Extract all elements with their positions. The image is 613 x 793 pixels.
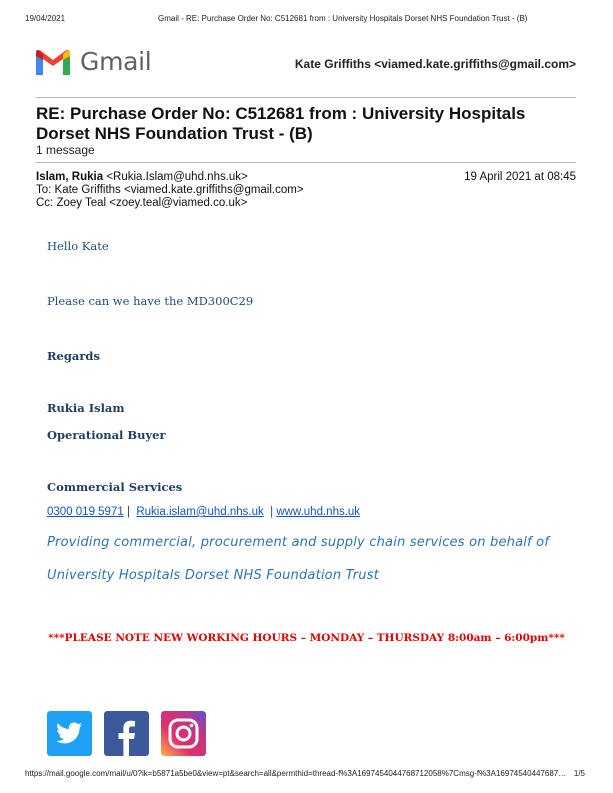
gmail-logo-icon (35, 48, 71, 76)
phone-link[interactable]: 0300 019 5971 (47, 506, 124, 518)
email-link[interactable]: Rukia.islam@uhd.nhs.uk (136, 506, 264, 518)
message-to: To: Kate Griffiths <viamed.kate.griffiths@gmail.com> (36, 184, 304, 196)
header-divider (36, 97, 576, 98)
message-cc: Cc: Zoey Teal <zoey.teal@viamed.co.uk> (36, 197, 248, 209)
regards: Regards (47, 349, 100, 363)
thread-subject: RE: Purchase Order No: C512681 from : University Hospitals Dorset NHS Foundation Trust - (B) (36, 104, 526, 143)
sender-name: Islam, Rukia (36, 171, 104, 183)
request-text: Please can we have the MD300C29 (47, 294, 254, 308)
instagram-icon[interactable] (161, 711, 206, 756)
contact-separator: | (126, 506, 130, 518)
signature-contact (47, 506, 360, 518)
twitter-icon[interactable] (47, 711, 92, 756)
signature-role: Operational Buyer (47, 428, 166, 442)
print-title: Gmail - RE: Purchase Order No: C512681 from : University Hospitals Dorset NHS Foundation Trust - (B) (158, 14, 528, 23)
gmail-wordmark: Gmail (80, 47, 152, 76)
signature-department: Commercial Services (47, 480, 183, 494)
account-label: Kate Griffiths <viamed.kate.griffiths@gmail.com> (294, 57, 576, 71)
print-date: 19/04/2021 (25, 14, 66, 23)
tagline-line-1: Providing commercial, procurement and supply chain services on behalf of (47, 535, 550, 550)
message-count: 1 message (36, 143, 95, 157)
sender-email: <Rukia.Islam@uhd.nhs.uk> (106, 171, 248, 183)
tagline-line-2: University Hospitals Dorset NHS Foundation Trust (47, 568, 379, 583)
signature-name: Rukia Islam (47, 401, 125, 415)
print-url: https://mail.google.com/mail/u/0?ik=b5871a5be0&view=pt&search=all&permthid=thread-f%3A1697454044768712058%7Cmsg-f%3A16974540447687… (25, 769, 567, 778)
contact-separator: | (270, 506, 274, 518)
facebook-icon[interactable] (104, 711, 149, 756)
website-link[interactable]: www.uhd.nhs.uk (276, 506, 361, 518)
message-date: 19 April 2021 at 08:45 (464, 171, 576, 183)
message-from (36, 171, 248, 184)
page-number: 1/5 (573, 769, 585, 778)
working-hours-notice: ***PLEASE NOTE NEW WORKING HOURS – MONDAY – THURSDAY 8:00am – 6:00pm*** (48, 632, 565, 644)
greeting: Hello Kate (47, 239, 109, 253)
subject-divider (36, 162, 576, 163)
